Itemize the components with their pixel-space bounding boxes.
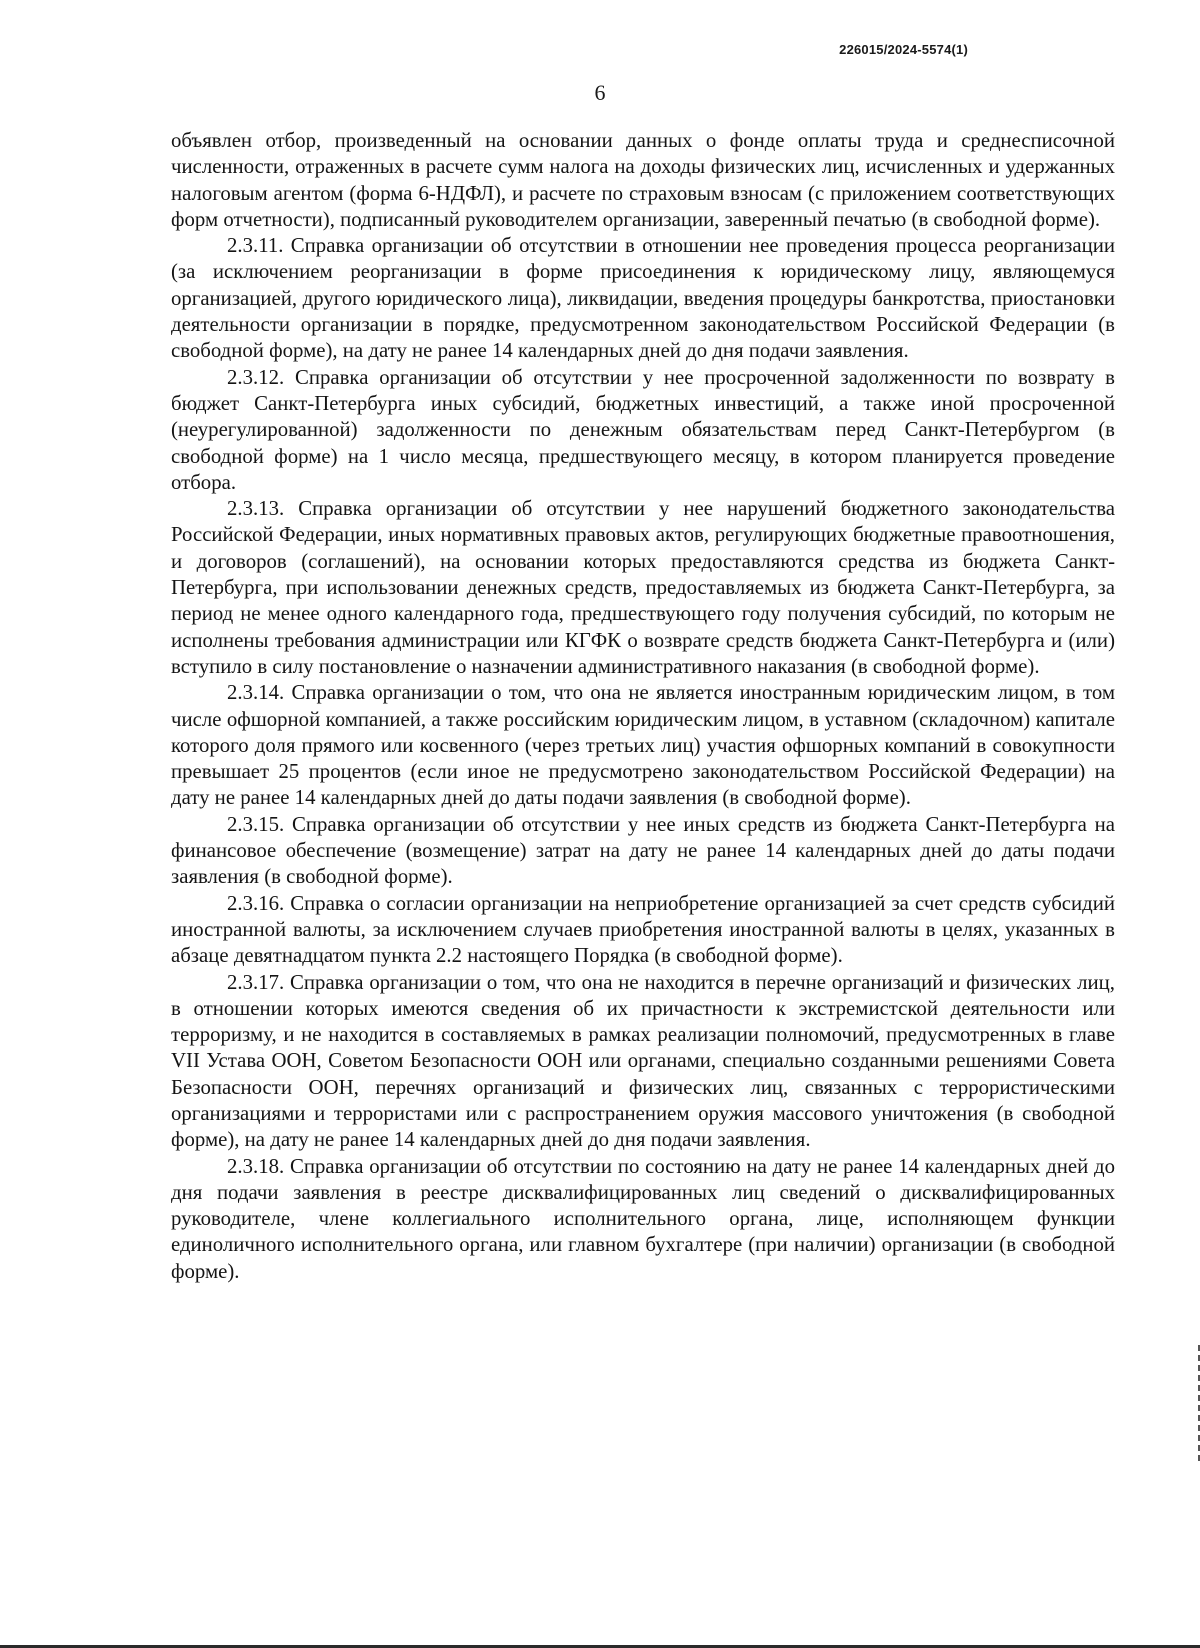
- paragraph-2-3-11: 2.3.11. Справка организации об отсутствии в отношении нее проведения процесса реорганизации (за исключением реорганизации в форме присоединения к юридическому лицу, являющемуся организацией, другого юридического лица), ликвидации, введения процедуры банкротства, приостановки деятельности организации в порядке, предусмотренном законодательством Российской Федерации (в свободной форме), на дату не ранее 14 календарных дней до дня подачи заявления.: [171, 234, 1115, 363]
- paragraph-continuation: объявлен отбор, произведенный на основании данных о фонде оплаты труда и среднесписочной численности, отраженных в расчете сумм налога на доходы физических лиц, исчисленных и удержанных налоговым агентом (форма 6-НДФЛ), и расчете по страховым взносам (с приложением соответствующих форм отчетности), подписанный руководителем организации, заверенный печатью (в свободной форме).: [171, 129, 1115, 231]
- document-registration-number: 226015/2024-5574(1): [839, 42, 968, 57]
- document-body: [171, 128, 1115, 1285]
- paragraph-2-3-14: 2.3.14. Справка организации о том, что она не является иностранным юридическим лицом, в том числе офшорной компанией, а также российским юридическим лицом, в уставном (складочном) капитале которого доля прямого или косвенного (через третьих лиц) участия офшорных компаний в совокупности превышает 25 процентов (если иное не предусмотрено законодательством Российской Федерации) на дату не ранее 14 календарных дней до даты подачи заявления (в свободной форме).: [171, 681, 1115, 810]
- paragraph-2-3-17: 2.3.17. Справка организации о том, что она не находится в перечне организаций и физических лиц, в отношении которых имеются сведения об их причастности к экстремистской деятельности или терроризму, и не находится в составляемых в рамках реализации полномочий, предусмотренных в главе VII Устава ООН, Советом Безопасности ООН или органами, специально созданными решениями Совета Безопасности ООН, перечнях организаций и физических лиц, связанных с террористическими организациями и террористами или с распространением оружия массового уничтожения (в свободной форме), на дату не ранее 14 календарных дней до дня подачи заявления.: [171, 970, 1115, 1152]
- paragraph-2-3-16: 2.3.16. Справка о согласии организации на неприобретение организацией за счет средств субсидий иностранной валюты, за исключением случаев приобретения иностранной валюты в целях, указанных в абзаце девятнадцатом пункта 2.2 настоящего Порядка (в свободной форме).: [171, 891, 1115, 968]
- page-number: 6: [594, 80, 606, 105]
- paragraph-2-3-18: 2.3.18. Справка организации об отсутствии по состоянию на дату не ранее 14 календарных дней до дня подачи заявления в реестре дисквалифицированных лиц сведений о дисквалифицированных руководителе, члене коллегиального исполнительного органа, лице, исполняющем функции единоличного исполнительного органа, или главном бухгалтере (при наличии) организации (в свободной форме).: [171, 1154, 1115, 1283]
- paragraph-2-3-12: 2.3.12. Справка организации об отсутствии у нее просроченной задолженности по возврату в бюджет Санкт-Петербурга иных субсидий, бюджетных инвестиций, а также иной просроченной (неурегулированной) задолженности по денежным обязательствам перед Санкт-Петербургом (в свободной форме) на 1 число месяца, предшествующего месяцу, в котором планируется проведение отбора.: [171, 365, 1115, 494]
- paragraph-2-3-15: 2.3.15. Справка организации об отсутствии у нее иных средств из бюджета Санкт-Петербурга на финансовое обеспечение (возмещение) затрат на дату не ранее 14 календарных дней до даты подачи заявления (в свободной форме).: [171, 812, 1115, 889]
- paragraph-2-3-13: 2.3.13. Справка организации об отсутствии у нее нарушений бюджетного законодательства Российской Федерации, иных нормативных правовых актов, регулирующих бюджетные правоотношения, и договоров (соглашений), на основании которых предоставляются средства из бюджета Санкт-Петербурга, при использовании денежных средств, предоставляемых из бюджета Санкт-Петербурга, за период не менее одного календарного года, предшествующего году получения субсидий, по которым не исполнены требования администрации или КГФК о возврате средств бюджета Санкт-Петербурга и (или) вступило в силу постановление о назначении административного наказания (в свободной форме).: [171, 497, 1115, 678]
